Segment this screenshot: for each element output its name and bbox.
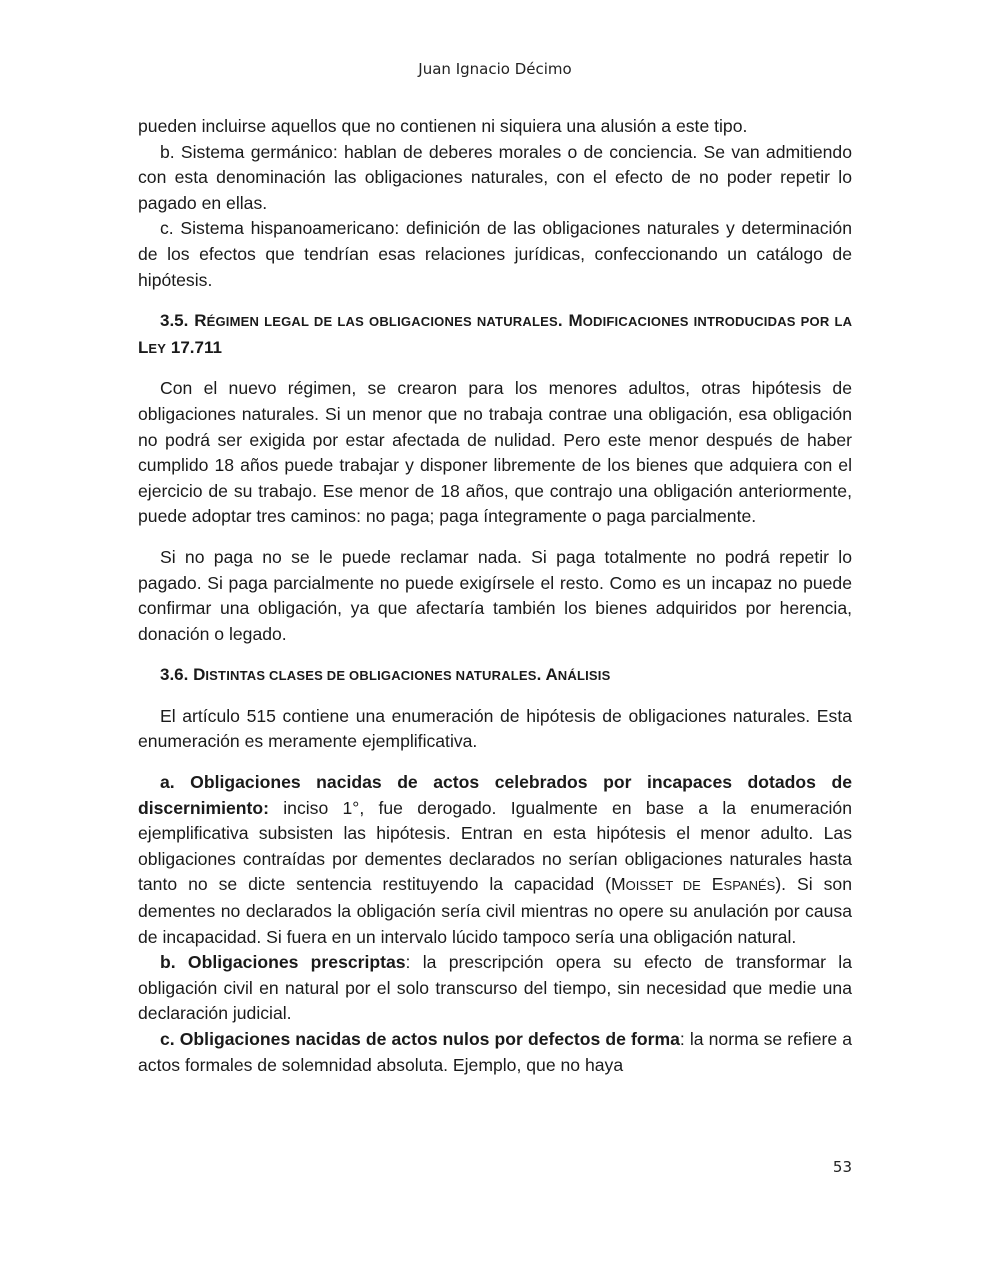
heading-text: ODIFICACIONES INTRODUCIDAS POR LA — [582, 314, 853, 330]
paragraph: Si no paga no se le puede reclamar nada. Si paga totalmente no podrá repetir lo pagado. Si paga parcialmente no puede exigírsele el resto. Como es un incapaz no puede confirmar una obligación, ya que afectaría también los bienes adquiridos por herencia, donación o legado. — [138, 546, 852, 644]
list-item-c: c. Sistema hispanoamericano: definición de las obligaciones naturales y determinación de los efectos que tendrían esas relaciones jurídicas, confeccionando un catálogo de hipótesis. — [138, 218, 852, 290]
section-heading-3-5 — [138, 308, 852, 361]
heading-text: EY — [148, 340, 167, 356]
point-c-text: : la norma se refiere a actos formales de solemnidad absoluta. Ejemplo, que no haya — [138, 1029, 852, 1075]
heading-text: ISTINTAS CLASES DE OBLIGACIONES NATURALES — [205, 668, 537, 684]
heading-number: 3.6. — [160, 665, 194, 685]
section-heading-3-6 — [138, 662, 852, 689]
point-b — [138, 950, 852, 1027]
author-name: M — [611, 874, 626, 895]
paragraph: Con el nuevo régimen, se crearon para los menores adultos, otras hipótesis de obligaciones naturales. Si un menor que no trabaja contrae una obligación, esa obligación no podrá ser exigida por estar afectada de nulidad. Pero este menor después de haber cumplido 18 años puede trabajar y disponer libremente de los bienes que adquiera con el ejercicio de su trabajo. Ese menor de 18 años, que contrajo una obligación anteriormente, puede adoptar tres caminos: no paga; paga íntegramente o paga parcialmente. — [138, 378, 852, 527]
heading-text: R — [194, 311, 207, 331]
author-name: E — [700, 874, 724, 895]
point-a — [138, 770, 852, 950]
heading-text: 17.711 — [166, 337, 222, 357]
heading-number: 3.5. — [160, 311, 195, 331]
point-a-text: ). Si son dementes no declarados la obligación sería civil mientras no opere su anulación por causa de incapacidad. Si fuera en un intervalo lúcido tampoco sería una obligación natural. — [138, 874, 852, 947]
point-a-title: a. Obligaciones nacidas de actos celebrados por incapaces dotados de discernimiento: — [138, 772, 852, 818]
heading-text: L — [138, 337, 149, 357]
heading-text: D — [193, 665, 206, 685]
author-name: OISSET DE — [625, 878, 701, 894]
point-b-title: b. Obligaciones prescriptas — [160, 952, 406, 973]
point-c-title: c. Obligaciones nacidas de actos nulos por defectos de forma — [160, 1029, 680, 1049]
heading-text: NÁLISIS — [557, 668, 611, 684]
author-name: SPANÉS — [723, 878, 776, 894]
heading-text: . A — [536, 665, 558, 685]
point-a-text: inciso 1°, fue derogado. Igualmente en base a la enumeración ejemplificativa subsisten las hipótesis. Entran en esta hipótesis el menor adulto. Las obligaciones contraídas por dementes declarados no serían obligaciones naturales hasta tanto no se dicte sentencia restituyendo la capacidad ( — [138, 797, 852, 895]
paragraph: El artículo 515 contiene una enumeración de hipótesis de obligaciones naturales. Esta enumeración es meramente ejemplificativa. — [138, 705, 852, 752]
heading-text: . M — [557, 311, 583, 331]
intro-paragraph: pueden incluirse aquellos que no contienen ni siquiera una alusión a este tipo. — [138, 116, 748, 136]
heading-text: ÉGIMEN LEGAL DE LAS OBLIGACIONES NATURALES — [206, 314, 558, 330]
point-b-text: : la prescripción opera su efecto de transformar la obligación civil en natural por el solo transcurso del tiempo, sin necesidad que medie una declaración judicial. — [138, 952, 852, 1024]
body-text — [138, 114, 852, 1078]
point-c — [138, 1027, 852, 1078]
page-number: 53 — [832, 1158, 852, 1176]
running-header: Juan Ignacio Décimo — [418, 60, 572, 78]
list-item-b: b. Sistema germánico: hablan de deberes morales o de conciencia. Se van admitiendo con esta denominación las obligaciones naturales, con el efecto de no poder repetir lo pagado en ellas. — [138, 141, 852, 213]
